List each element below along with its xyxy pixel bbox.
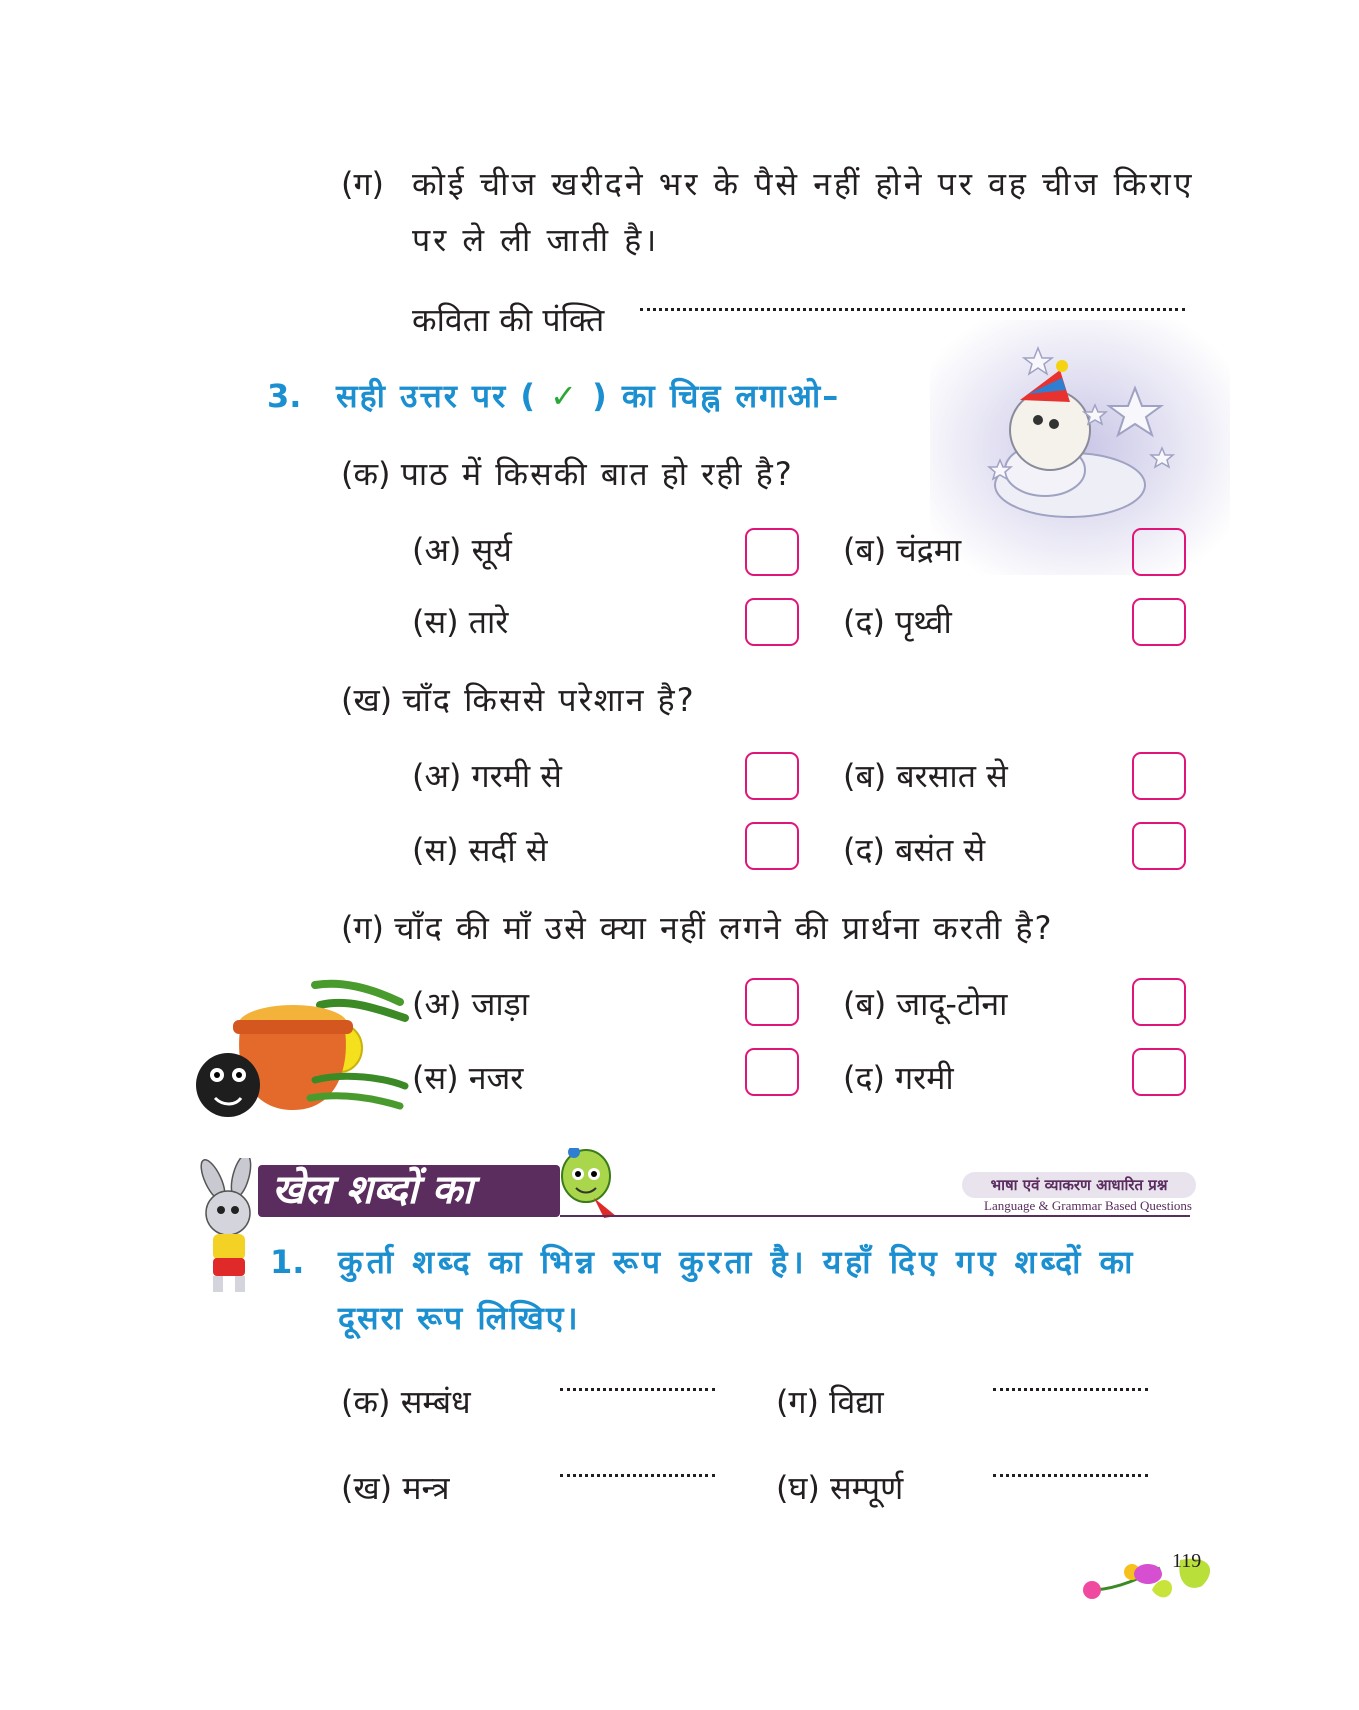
question-3-title-before: सही उत्तर पर ( — [336, 377, 537, 415]
sub-question-text: चाँद किससे परेशान है? — [402, 681, 696, 719]
answer-dotted-line[interactable] — [560, 1388, 715, 1391]
sub-question-text: पाठ में किसकी बात हो रही है? — [400, 455, 794, 493]
answer-checkbox[interactable] — [1132, 822, 1186, 870]
spice-pot-illustration — [195, 960, 425, 1130]
word-k: (क) सम्बंध — [341, 1383, 471, 1421]
option-a: (अ) जाड़ा — [412, 985, 530, 1023]
option-c: (स) सर्दी से — [412, 831, 548, 869]
grammar-badge-hi: भाषा एवं व्याकरण आधारित प्रश्न — [990, 1176, 1168, 1194]
sub-question-k — [341, 452, 794, 496]
answer-checkbox[interactable] — [1132, 1048, 1186, 1096]
word-kh: (ख) मन्त्र — [341, 1469, 450, 1507]
question-3-title-after: ) का चिह्न लगाओ– — [592, 377, 841, 415]
item-text-line1: कोई चीज खरीदने भर के पैसे नहीं होने पर वह चीज किराए — [412, 165, 1195, 203]
answer-dotted-line[interactable] — [993, 1388, 1148, 1391]
page-number: 119 — [1172, 1550, 1202, 1572]
answer-checkbox[interactable] — [745, 1048, 799, 1096]
section-banner — [258, 1165, 560, 1217]
check-mark-icon: ✓ — [550, 377, 579, 415]
word-gh: (घ) सम्पूर्ण — [776, 1469, 904, 1507]
option-c: (स) तारे — [412, 603, 509, 641]
sub-question-g — [341, 906, 1053, 950]
option-c: (स) नजर — [412, 1059, 524, 1097]
answer-checkbox[interactable] — [745, 822, 799, 870]
poem-line-label: कविता की पंक्ति — [412, 301, 605, 339]
item-text-line2: पर ले ली जाती है। — [412, 221, 660, 259]
answer-checkbox[interactable] — [1132, 598, 1186, 646]
question-3-number: 3. — [267, 377, 302, 415]
section-divider — [560, 1215, 1190, 1217]
option-d: (द) पृथ्वी — [843, 603, 952, 641]
grammar-badge-en: Language & Grammar Based Questions — [984, 1198, 1192, 1213]
answer-checkbox[interactable] — [745, 598, 799, 646]
sub-question-kh — [341, 678, 696, 722]
section-banner-title: खेल शब्दों का — [272, 1167, 473, 1213]
option-d: (द) बसंत से — [843, 831, 986, 869]
sub-question-label: (ग) — [341, 909, 384, 947]
option-a: (अ) गरमी से — [412, 757, 562, 795]
answer-dotted-line[interactable] — [993, 1474, 1148, 1477]
question-1-line1: कुर्ता शब्द का भिन्न रूप कुरता है। यहाँ दिए गए शब्दों का — [338, 1243, 1137, 1281]
question-1-number: 1. — [270, 1243, 305, 1281]
option-d: (द) गरमी — [843, 1059, 954, 1097]
option-b: (ब) बरसात से — [843, 757, 1008, 795]
grammar-badge — [962, 1172, 1196, 1198]
question-3-title — [336, 374, 840, 418]
option-a: (अ) सूर्य — [412, 531, 512, 569]
answer-dotted-line[interactable] — [560, 1474, 715, 1477]
answer-checkbox[interactable] — [1132, 978, 1186, 1026]
sub-question-label: (क) — [341, 455, 391, 493]
pencil-mascot-icon — [556, 1148, 618, 1220]
item-label-g: (ग) — [341, 165, 384, 203]
sub-question-text: चाँद की माँ उसे क्या नहीं लगने की प्रार्थना करती है? — [394, 909, 1054, 947]
question-1-line2: दूसरा रूप लिखिए। — [338, 1299, 580, 1337]
answer-checkbox[interactable] — [745, 978, 799, 1026]
answer-checkbox[interactable] — [745, 528, 799, 576]
answer-checkbox[interactable] — [1132, 752, 1186, 800]
option-b: (ब) चंद्रमा — [843, 531, 962, 569]
word-g: (ग) विद्या — [776, 1383, 884, 1421]
sub-question-label: (ख) — [341, 681, 393, 719]
answer-dotted-line[interactable] — [640, 308, 1185, 311]
answer-checkbox[interactable] — [1132, 528, 1186, 576]
option-b: (ब) जादू-टोना — [843, 985, 1008, 1023]
answer-checkbox[interactable] — [745, 752, 799, 800]
